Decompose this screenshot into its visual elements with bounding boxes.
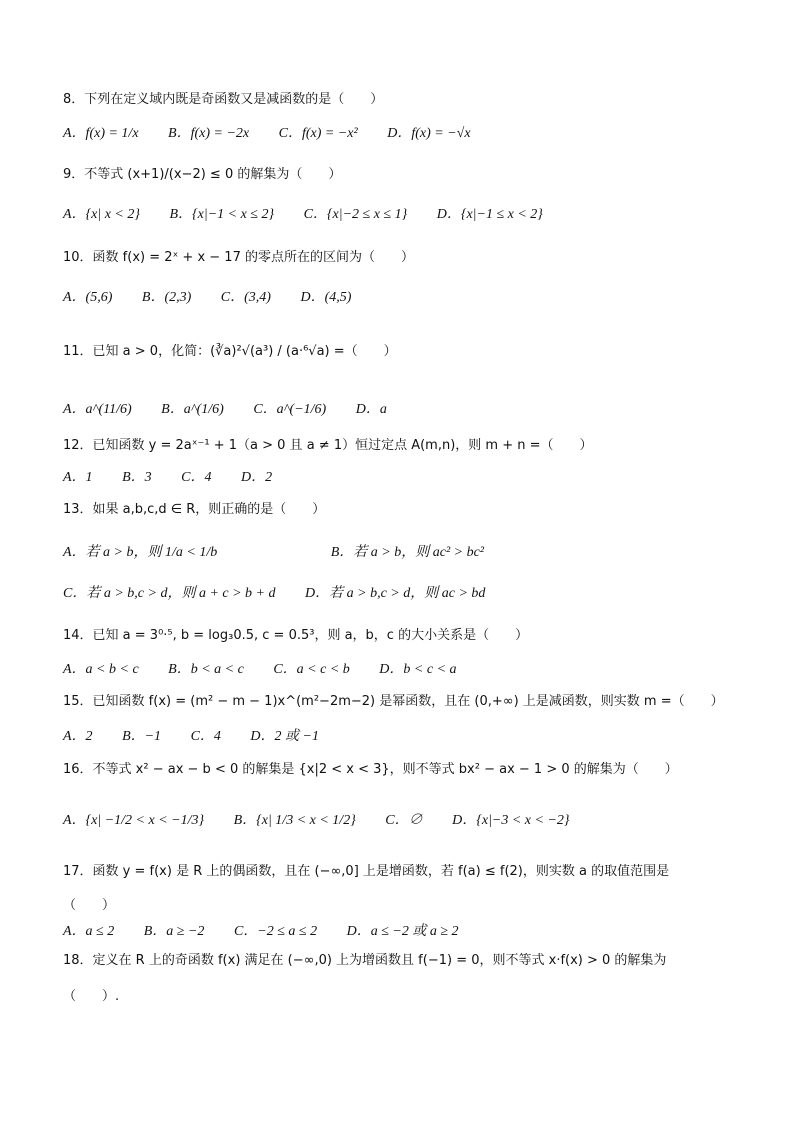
q11-stem: 11．已知 a > 0，化简：(∛a)²√(a³) / (a·⁶√a) =（ ） [63,344,397,359]
q17-option-b: B．a ≥ −2 [143,924,205,939]
q13-option-d: D．若 a > b,c > d，则 ac > bd [305,586,486,601]
q12-option-c: C．4 [181,470,212,485]
q9-option-c: C．{x|−2 ≤ x ≤ 1} [303,207,408,222]
q8-option-d: D．f(x) = −√x [387,126,471,141]
q11-option-d: D．a [355,402,387,417]
q9-option-d: D．{x|−1 ≤ x < 2} [436,207,543,222]
q17-option-c: C．−2 ≤ a ≤ 2 [233,924,318,939]
q18-stem: 18．定义在 R 上的奇函数 f(x) 满足在 (−∞,0) 上为增函数且 f(−1) = 0，则不等式 x·f(x) > 0 的解集为 [63,953,667,968]
q10-stem: 10．函数 f(x) = 2ˣ + x − 17 的零点所在的区间为（ ） [63,250,414,265]
q11-options [63,400,387,420]
q11-option-b: B．a^(1/6) [161,402,224,417]
q9-option-a: A．{x| x < 2} [63,207,140,222]
q15-option-b: B．−1 [122,729,162,744]
q17-option-d: D．a ≤ −2 或 a ≥ 2 [346,924,459,939]
q13-options-row2 [63,584,485,604]
q11-option-c: C．a^(−1/6) [253,402,327,417]
q17-option-a: A．a ≤ 2 [63,924,115,939]
q9-option-b: B．{x|−1 < x ≤ 2} [169,207,275,222]
q14-option-d: D．b < c < a [379,662,457,677]
q16-option-c: C．∅ [385,813,423,828]
q10-option-b: B．(2,3) [141,290,192,305]
q13-option-b: B．若 a > b，则 ac² > bc² [330,545,485,560]
q16-option-b: B．{x| 1/3 < x < 1/2} [233,813,356,828]
q8-option-c: C．f(x) = −x² [278,126,358,141]
q14-option-b: B．b < a < c [168,662,244,677]
q9-options [63,205,543,225]
q10-option-c: C．(3,4) [220,290,271,305]
q17-stem: 17．函数 y = f(x) 是 R 上的偶函数，且在 (−∞,0] 上是增函数，若 f(a) ≤ f(2)，则实数 a 的取值范围是 [63,864,670,879]
q13-stem: 13．如果 a,b,c,d ∈ R，则正确的是（ ） [63,502,326,517]
q13-options-row1 [63,543,484,563]
q17-stem-cont: （ ） [63,898,116,913]
q12-option-d: D．2 [240,470,273,485]
q12-stem: 12．已知函数 y = 2aˣ⁻¹ + 1（a > 0 且 a ≠ 1）恒过定点 A(m,n)，则 m + n =（ ） [63,438,593,453]
q12-option-b: B．3 [122,470,152,485]
q14-option-a: A．a < b < c [63,662,139,677]
q16-stem: 16．不等式 x² − ax − b < 0 的解集是 {x|2 < x < 3}，则不等式 bx² − ax − 1 > 0 的解集为（ ） [63,762,678,777]
q8-option-a: A．f(x) = 1/x [63,126,139,141]
q8-options [63,124,471,144]
q15-option-a: A．2 [63,729,93,744]
q16-options [63,811,570,831]
q15-options [63,727,319,747]
q15-stem: 15．已知函数 f(x) = (m² − m − 1)x^(m²−2m−2) 是幂函数，且在 (0,+∞) 上是减函数，则实数 m =（ ） [63,694,724,709]
q15-option-c: C．4 [190,729,221,744]
q17-options [63,922,459,942]
q14-stem: 14．已知 a = 3⁰·⁵, b = log₃0.5, c = 0.5³，则 a，b，c 的大小关系是（ ） [63,628,529,643]
q13-option-c: C．若 a > b,c > d，则 a + c > b + d [63,586,276,601]
q8-stem: 8．下列在定义域内既是奇函数又是减函数的是（ ） [63,92,384,107]
q16-option-d: D．{x|−3 < x < −2} [452,813,570,828]
q12-options [63,468,272,488]
q11-option-a: A．a^(11/6) [63,402,132,417]
q14-options [63,660,457,680]
q14-option-c: C．a < c < b [273,662,350,677]
q9-stem: 9．不等式 (x+1)/(x−2) ≤ 0 的解集为（ ） [63,167,342,182]
q10-option-d: D．(4,5) [300,290,352,305]
q10-options [63,288,351,308]
q16-option-a: A．{x| −1/2 < x < −1/3} [63,813,205,828]
q8-option-b: B．f(x) = −2x [168,126,250,141]
q15-option-d: D．2 或 −1 [250,729,319,744]
q13-option-a: A．若 a > b，则 1/a < 1/b [63,545,218,560]
q10-option-a: A．(5,6) [63,290,113,305]
q12-option-a: A．1 [63,470,93,485]
q18-stem-cont: （ ）. [63,989,120,1004]
